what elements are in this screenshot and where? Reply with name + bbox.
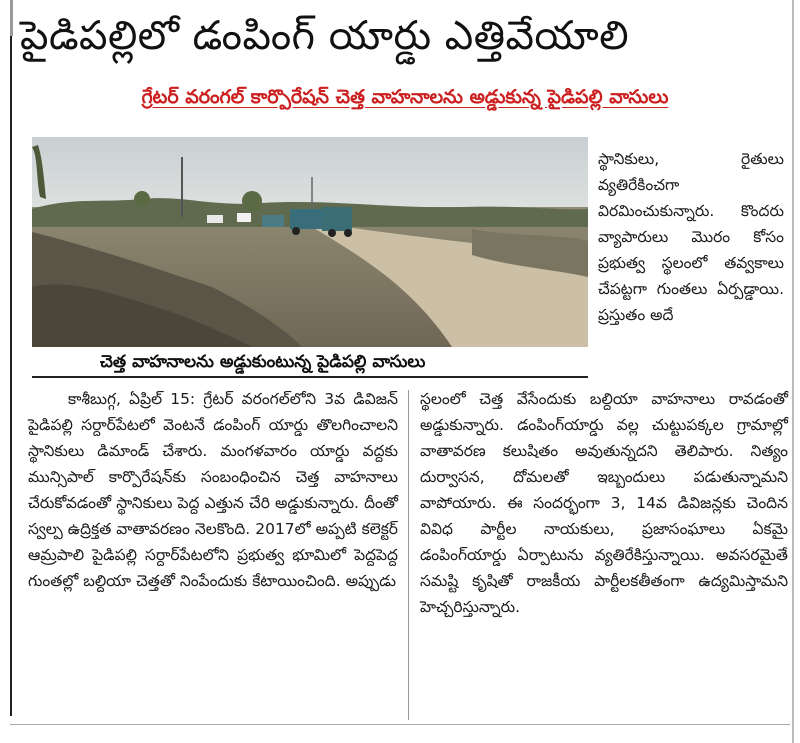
column-divider	[408, 390, 409, 720]
paragraph: కాశీబుగ్గ, ఏప్రిల్ 15: గ్రేటర్ వరంగల్‌లోని 3వ డివిజన్ పైడిపల్లి సర్దార్‌పేటలో వెంటనే డంపింగ్ యార్డు తొలగించాలని స్థానికులు డిమాండ్ చేశారు. మంగళవారం యార్డు వద్దకు మున్సిపాల్ కార్పొరేషన్‌కు సంబంధించిన చెత్త వాహనాలు చేరుకోవడంతో స్థానికులు పెద్ద ఎత్తున చేరి అడ్డుకున్నారు. దీంతో స్వల్ప ఉద్రిక్తత వాతావరణం నెలకొంది. 2017లో అప్పటి కలెక్టర్ ఆమ్రపాలి పైడిపల్లి సర్దార్‌పేటలోని ప్రభుత్వ భూమిలో పెద్దపెద్ద గుంతల్లో బల్దియా చెత్తతో నింపేందుకు కేటాయించింది. అప్పుడు	[28, 390, 398, 590]
frame-top-rule	[10, 0, 13, 36]
caption-rule	[32, 376, 588, 378]
news-photo	[32, 137, 588, 347]
article-column-top-right	[598, 146, 784, 328]
frame-right-rule	[792, 0, 794, 743]
subheadline: గ్రేటర్ వరంగల్ కార్పొరేషన్ చెత్త వాహనాలను అడ్డుకున్న పైడిపల్లి వాసులు	[141, 86, 669, 108]
article-column-left	[28, 386, 398, 594]
paragraph: స్థలంలో చెత్త వేసేందుకు బల్దియా వాహనాలు రావడంతో అడ్డుకున్నారు. డంపింగ్‌యార్డు వల్ల చుట్టుపక్కల గ్రామాల్లో వాతావరణ కలుషితం అవుతున్నదని తెలిపారు. నిత్యం దుర్వాసన, దోమలతో ఇబ్బందులు పడుతున్నామని వాపోయారు. ఈ సందర్భంగా 3, 14వ డివిజన్లకు చెందిన వివిధ పార్టీల నాయకులు, ప్రజాసంఘాలు ఏకమై డంపింగ్‌యార్డు ఏర్పాటును వ్యతిరేకిస్తున్నాయి. అవసరమైతే సమష్టి కృషితో రాజకీయ పార్టీలకతీతంగా ఉద్యమిస్తామని హెచ్చరిస్తున్నారు.	[420, 390, 788, 616]
article-column-right	[420, 386, 788, 620]
bottom-rule	[10, 724, 790, 725]
frame-left-rule	[10, 36, 12, 716]
headline: పైడిపల్లిలో డంపింగ్ యార్డు ఎత్తివేయాలి	[20, 13, 630, 59]
photo-caption: చెత్త వాహనాలను అడ్డుకుంటున్న పైడిపల్లి వాసులు	[100, 352, 426, 372]
paragraph: స్థానికులు, రైతులు వ్యతిరేకించగా విరమించుకున్నారు. కొందరు వ్యాపారులు మొరం కోసం ప్రభుత్వ స్థలంలో తవ్వకాలు చేపట్టగా గుంతలు ఏర్పడ్డాయి. ప్రస్తుతం అదే	[598, 150, 784, 324]
